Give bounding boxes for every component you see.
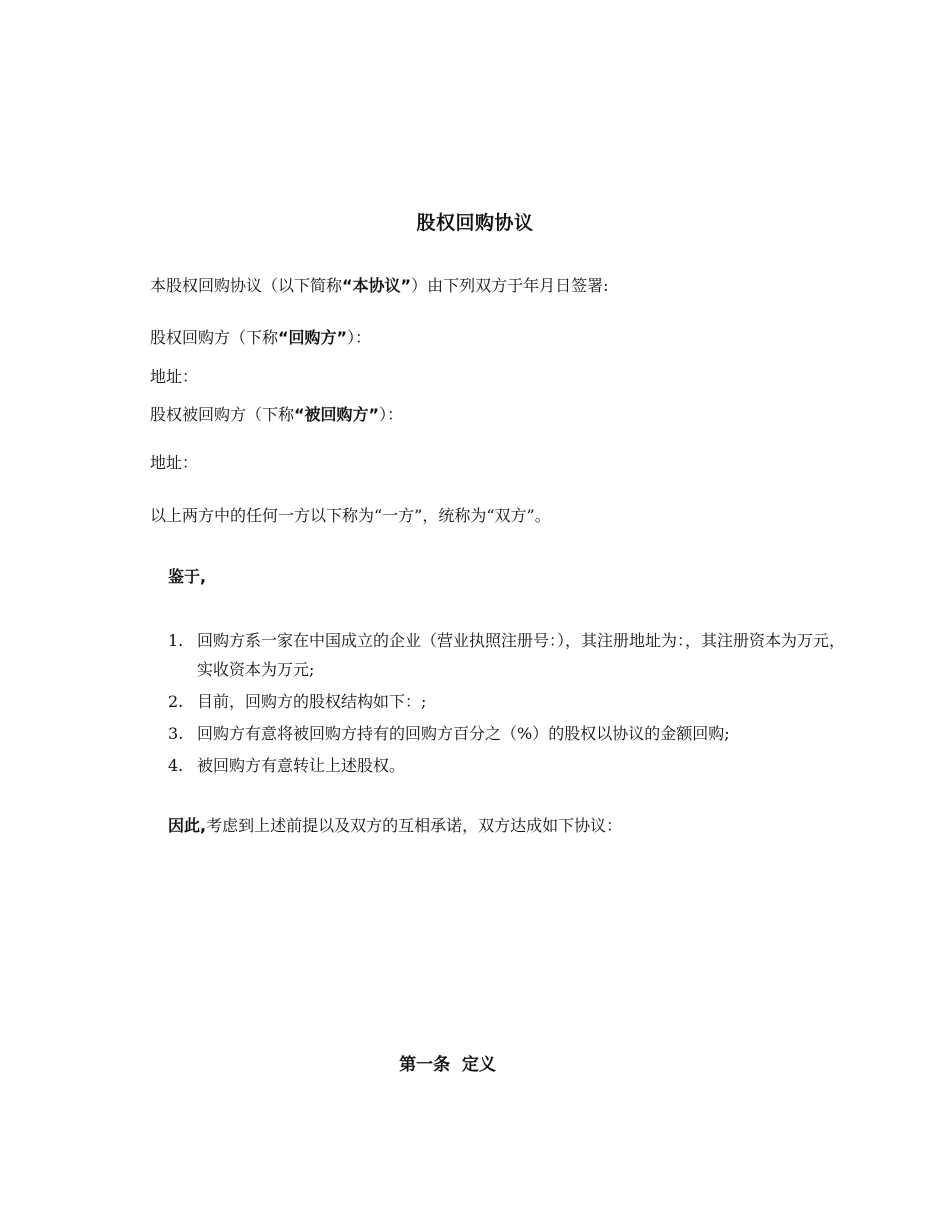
list-item-number: 3. [168, 724, 184, 743]
whereas-label [168, 566, 206, 588]
list-item [168, 719, 848, 748]
buyer-party-line [150, 327, 371, 349]
seller-text-before: 股权被回购方（下称 [150, 405, 295, 424]
seller-defined-term: “被回购方” [294, 405, 380, 424]
intro-text-before: 本股权回购协议（以下简称 [150, 276, 343, 295]
intro-paragraph [150, 275, 608, 297]
document-title: 股权回购协议 [416, 212, 534, 234]
seller-party-line [150, 404, 403, 426]
seller-address-line: 地址： [150, 453, 199, 472]
section-heading-definitions: 第一条 定义 [399, 1055, 496, 1075]
therefore-paragraph [168, 815, 622, 837]
recitals-list [168, 626, 848, 783]
list-item [168, 751, 848, 780]
list-item-text: 回购方系一家在中国成立的企业（营业执照注册号：），其注册地址为：，其注册资本为万元，实收资本为万元; [197, 631, 846, 679]
whereas-label-text: 鉴于, [168, 567, 207, 586]
therefore-text: 考虑到上述前提以及双方的互相承诺，双方达成如下协议： [206, 816, 623, 835]
buyer-text-after: ）： [347, 328, 372, 347]
intro-defined-term: “本协议” [342, 276, 412, 295]
intro-text-after: ）由下列双方于年月日签署: [411, 276, 609, 295]
list-item-text: 目前，回购方的股权结构如下：; [197, 692, 427, 711]
buyer-text-before: 股权回购方（下称 [150, 328, 279, 347]
therefore-label: 因此, [168, 816, 207, 835]
buyer-defined-term: “回购方” [278, 328, 348, 347]
list-item [168, 626, 848, 684]
list-item-text: 被回购方有意转让上述股权。 [197, 756, 406, 775]
list-item-text: 回购方有意将被回购方持有的回购方百分之（%）的股权以协议的金额回购; [197, 724, 730, 743]
list-item [168, 687, 848, 716]
parties-note: 以上两方中的任何一方以下称为“一方”，统称为“双方”。 [150, 506, 551, 525]
seller-text-after: ）： [379, 405, 404, 424]
buyer-address-line: 地址： [150, 367, 199, 386]
list-item-number: 4. [168, 756, 184, 775]
list-item-number: 2. [168, 692, 184, 711]
list-item-number: 1. [168, 631, 184, 650]
